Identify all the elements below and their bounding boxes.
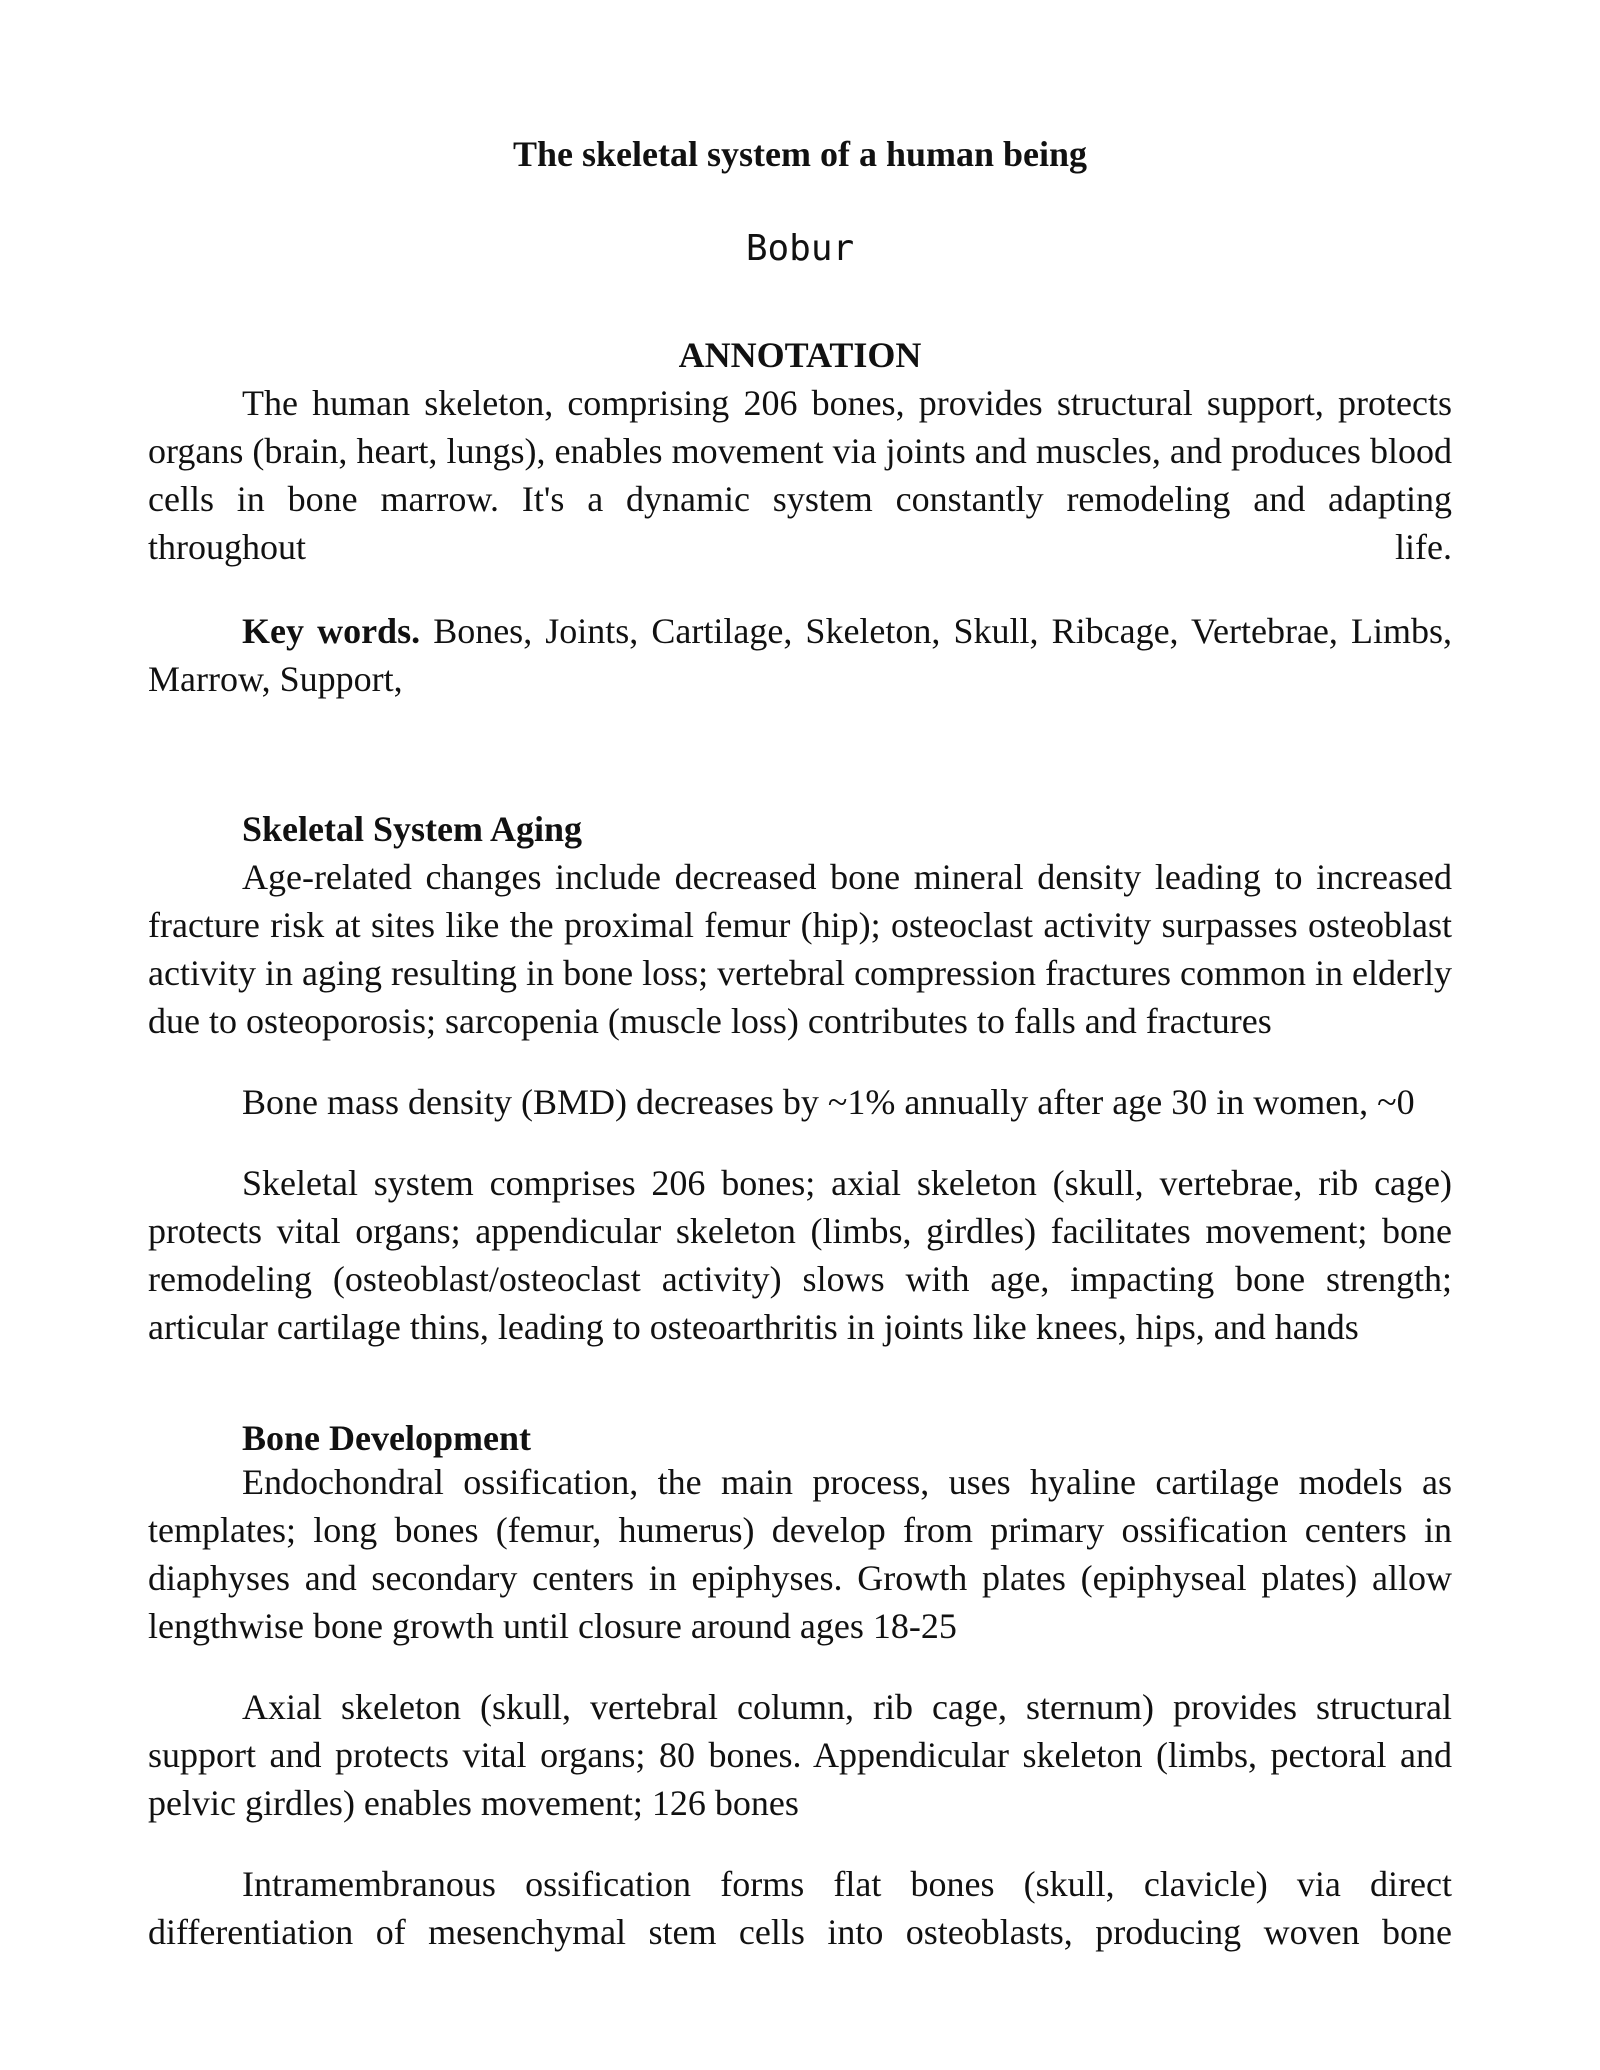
section-paragraph: Axial skeleton (skull, vertebral column, rib cage, sternum) provides structural support and protects vital organs; 80 bones. Appendicular skeleton (limbs, pectoral and pelvic girdles) enables movement; 126 bones — [148, 1687, 1452, 1823]
annotation-heading: ANNOTATION — [678, 335, 922, 375]
section-paragraph: Intramembranous ossification forms flat bones (skull, clavicle) via direct differentiation of mesenchymal stem cells into osteoblasts, producing woven bone — [148, 1864, 1452, 1952]
section-development — [148, 1418, 1452, 1956]
section-paragraph: Age-related changes include decreased bone mineral density leading to increased fracture risk at sites like the proximal femur (hip); osteoclast activity surpasses osteoblast activity in aging resulting in bone loss; vertebral compression fractures common in elderly due to osteoporosis; sarcopenia (muscle loss) contributes to falls and fractures — [148, 857, 1452, 1041]
section-aging — [148, 805, 1452, 1351]
section-paragraph: Endochondral ossification, the main process, uses hyaline cartilage models as templates; long bones (femur, humerus) develop from primary ossification centers in diaphyses and secondary centers in epiphyses. Growth plates (epiphyseal plates) allow lengthwise bone growth until closure around ages 18-25 — [148, 1462, 1452, 1646]
keywords-text: Bones, Joints, Cartilage, Skeleton, Skull, Ribcage, Vertebrae, Limbs, Marrow, Support, — [148, 611, 1452, 699]
section-paragraph: Skeletal system comprises 206 bones; axial skeleton (skull, vertebrae, rib cage) protects vital organs; appendicular skeleton (limbs, girdles) facilitates movement; bone remodeling (osteoblast/osteoclast activity) slows with age, impacting bone strength; articular cartilage thins, leading to osteoarthritis in joints like knees, hips, and hands — [148, 1163, 1452, 1347]
section-heading-development: Bone Development — [242, 1418, 531, 1458]
keywords-paragraph — [148, 607, 1452, 703]
section-paragraph: Bone mass density (BMD) decreases by ~1% annually after age 30 in women, ~0 — [242, 1082, 1415, 1122]
annotation-paragraph: The human skeleton, comprising 206 bones, provides structural support, protects organs (brain, heart, lungs), enables movement via joints and muscles, and produces blood cells in bone marrow. It's a dynamic system constantly remodeling and adapting throughout life. — [148, 383, 1452, 567]
section-heading-aging: Skeletal System Aging — [242, 809, 583, 849]
keywords-label: Key words. — [242, 611, 421, 651]
author-name: Bobur — [745, 228, 855, 269]
keywords-block — [148, 607, 1452, 703]
annotation-block — [148, 379, 1452, 571]
document-title: The skeletal system of a human being — [512, 134, 1088, 174]
